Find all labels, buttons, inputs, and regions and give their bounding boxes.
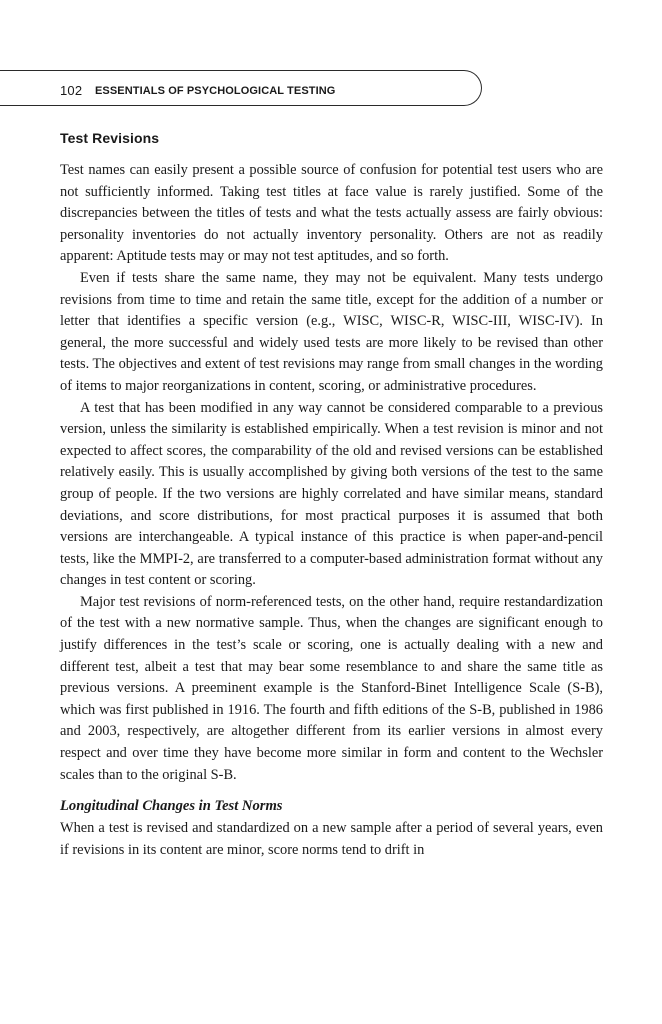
paragraph: When a test is revised and standardized on a new sample after a period of several years, even if revisions in its content are minor, score norms tend to drift in xyxy=(60,820,603,858)
subheading: Longitudinal Changes in Test Norms xyxy=(60,798,283,815)
section-heading: Test Revisions xyxy=(60,130,160,146)
paragraph: Test names can easily present a possible source of confusion for potential test users who are not sufficiently informed. Taking test titles at face value is rarely justified. Some of the discrepancies between the titles of tests and what the tests actually assess are fairly obvious: personality inventories do not actually inventory personality. Others are not as readily apparent: Aptitude tests may or may not test aptitudes, and so forth. xyxy=(60,162,603,265)
page-body xyxy=(60,126,603,861)
paragraph: Major test revisions of norm-referenced tests, on the other hand, require restandardization of the test with a new normative sample. Thus, when the changes are significant enough to justify differences in the test’s scale or scoring, one is actually dealing with a new and different test, albeit a test that may bear some resemblance to and share the same title as previous versions. A preeminent example is the Stanford-Binet Intelligence Scale (S-B), which was first published in 1916. The fourth and fifth editions of the S-B, published in 1986 and 2003, respectively, are altogether different from its earlier versions in almost every respect and over time they have become more similar in form and content to the Wechsler scales than to the original S-B. xyxy=(60,593,603,783)
paragraph: A test that has been modified in any way cannot be considered comparable to a previous version, unless the similarity is established empirically. When a test revision is minor and not expected to affect scores, the comparability of the old and revised versions can be established relatively easily. This is usually accomplished by giving both versions of the test to the same group of people. If the two versions are highly correlated and have similar means, standard deviations, and score distributions, for most practical purposes it is assumed that both versions are interchangeable. A typical instance of this practice is when paper-and-pencil tests, like the MMPI-2, are transferred to a computer-based administration format without any changes in test content or scoring. xyxy=(60,399,603,589)
running-head xyxy=(0,70,482,106)
page-number: 102 xyxy=(60,83,83,98)
book-title: ESSENTIALS OF PSYCHOLOGICAL TESTING xyxy=(95,84,336,97)
paragraph: Even if tests share the same name, they may not be equivalent. Many tests undergo revisions from time to time and retain the same title, except for the addition of a number or letter that identifies a specific version (e.g., WISC, WISC-R, WISC-III, WISC-IV). In general, the more successful and widely used tests are more likely to be revised than other tests. The objectives and extent of test revisions may range from small changes in the wording of items to major reorganizations in content, scoring, or administrative procedures. xyxy=(60,269,603,394)
